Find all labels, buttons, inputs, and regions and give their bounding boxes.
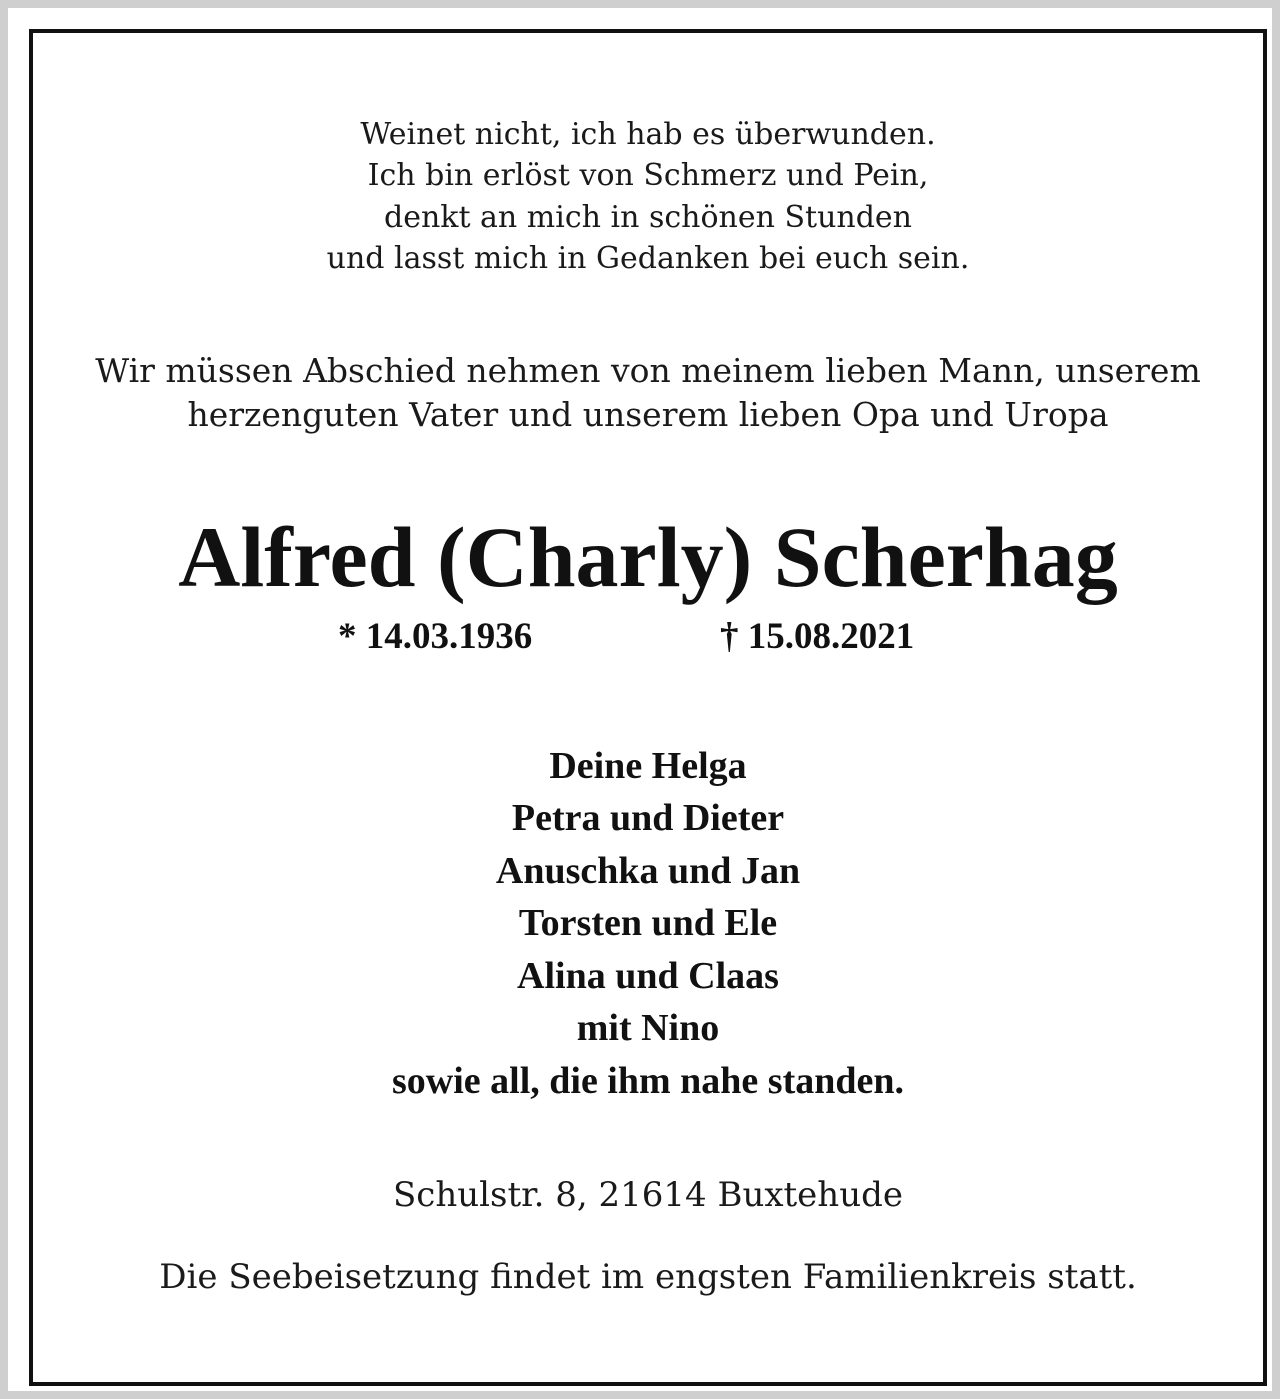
deceased-name: Alfred (Charly) Scherhag: [178, 509, 1118, 605]
intro-line-2: herzenguten Vater und unserem lieben Opa und Uropa: [187, 395, 1109, 434]
intro-line-1: Wir müssen Abschied nehmen von meinem lieben Mann, unserem: [95, 351, 1201, 390]
address: Schulstr. 8, 21614 Buxtehude: [393, 1175, 903, 1215]
life-dates: [33, 615, 1263, 659]
mourner-line-2: Petra und Dieter: [511, 797, 785, 839]
poem-line-3: denkt an mich in schönen Stunden: [384, 200, 912, 235]
mourner-line-6: mit Nino: [576, 1007, 720, 1049]
mourner-line-1: Deine Helga: [549, 745, 747, 787]
birth-date: * 14.03.1936: [338, 616, 533, 657]
mourner-line-4: Torsten und Ele: [518, 902, 778, 944]
poem-line-4: und lasst mich in Gedanken bei euch sein.: [326, 241, 970, 276]
poem-line-2: Ich bin erlöst von Schmerz und Pein,: [367, 158, 929, 193]
mourner-line-3: Anuschka und Jan: [495, 850, 801, 892]
obituary-frame: [29, 29, 1267, 1386]
burial-note: Die Seebeisetzung findet im engsten Familienkreis statt.: [159, 1257, 1137, 1297]
poem-line-1: Weinet nicht, ich hab es überwunden.: [360, 117, 936, 152]
mourner-line-5: Alina und Claas: [517, 955, 779, 997]
mourner-line-7: sowie all, die ihm nahe standen.: [391, 1060, 905, 1102]
death-date: † 15.08.2021: [720, 616, 915, 657]
